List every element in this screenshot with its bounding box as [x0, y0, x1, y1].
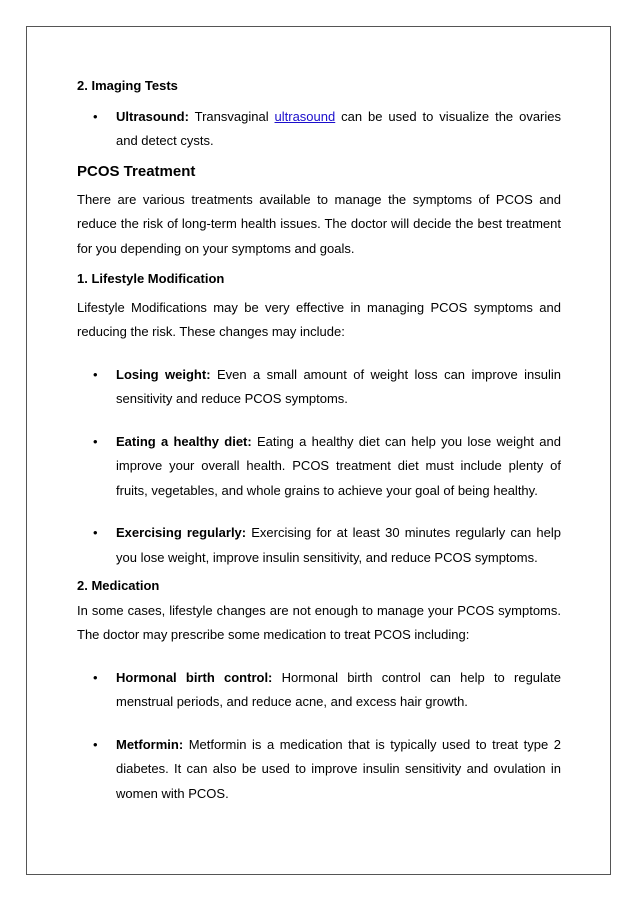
- list-item: [77, 733, 561, 807]
- item-text: Hormonal birth control can help to regulate menstrual periods, and reduce acne, and excess hair growth.: [116, 669, 561, 709]
- item-text: Metformin is a medication that is typically used to treat type 2 diabetes. It can also be used to improve insulin sensitivity and ovulation in women with PCOS.: [116, 736, 561, 801]
- bullet-icon: •: [93, 736, 98, 752]
- bullet-icon: •: [93, 366, 98, 382]
- item-label: Exercising regularly:: [116, 525, 247, 540]
- bullet-icon: •: [93, 433, 98, 449]
- lifestyle-heading: 1. Lifestyle Modification: [77, 271, 225, 286]
- imaging-heading: 2. Imaging Tests: [77, 78, 178, 93]
- item-label: Eating a healthy diet:: [116, 433, 252, 449]
- lifestyle-list: [77, 363, 561, 571]
- ultrasound-link[interactable]: ultrasound: [274, 108, 336, 124]
- list-item: [77, 363, 561, 412]
- list-item: [77, 666, 561, 715]
- medication-list: [77, 666, 561, 807]
- bullet-icon: •: [93, 669, 98, 685]
- medication-heading: 2. Medication: [77, 578, 160, 593]
- treatment-heading: PCOS Treatment: [77, 162, 196, 180]
- item-text: Transvaginal: [188, 108, 275, 124]
- item-label: Metformin:: [116, 736, 184, 752]
- bullet-icon: •: [93, 108, 98, 124]
- item-text: can be used to visualize the ovaries and detect cysts.: [116, 108, 561, 148]
- imaging-list: [77, 105, 561, 154]
- list-item: [77, 430, 561, 504]
- list-item: [77, 105, 561, 154]
- item-label: Hormonal birth control:: [116, 669, 273, 685]
- treatment-intro: There are various treatments available to manage the symptoms of PCOS and reduce the risk of long-term health issues. The doctor will decide the best treatment for you depending on your symptoms and goals.: [77, 191, 561, 256]
- item-text: Exercising for at least 30 minutes regularly can help you lose weight, improve insulin sensitivity, and reduce PCOS symptoms.: [116, 525, 561, 565]
- item-text: Eating a healthy diet can help you lose weight and improve your overall health. PCOS treatment diet must include plenty of fruits, vegetables, and whole grains to achieve your goal of being healthy.: [116, 433, 561, 498]
- item-label: Losing weight:: [116, 366, 211, 382]
- item-text: Even a small amount of weight loss can improve insulin sensitivity and reduce PCOS symptoms.: [116, 366, 561, 406]
- list-item: [77, 521, 561, 570]
- medication-intro: In some cases, lifestyle changes are not enough to manage your PCOS symptoms. The doctor may prescribe some medication to treat PCOS including:: [77, 602, 561, 642]
- document-content: [77, 74, 561, 806]
- bullet-icon: •: [93, 525, 98, 540]
- lifestyle-intro: Lifestyle Modifications may be very effective in managing PCOS symptoms and reducing the risk. These changes may include:: [77, 299, 561, 339]
- item-label: Ultrasound:: [116, 108, 189, 124]
